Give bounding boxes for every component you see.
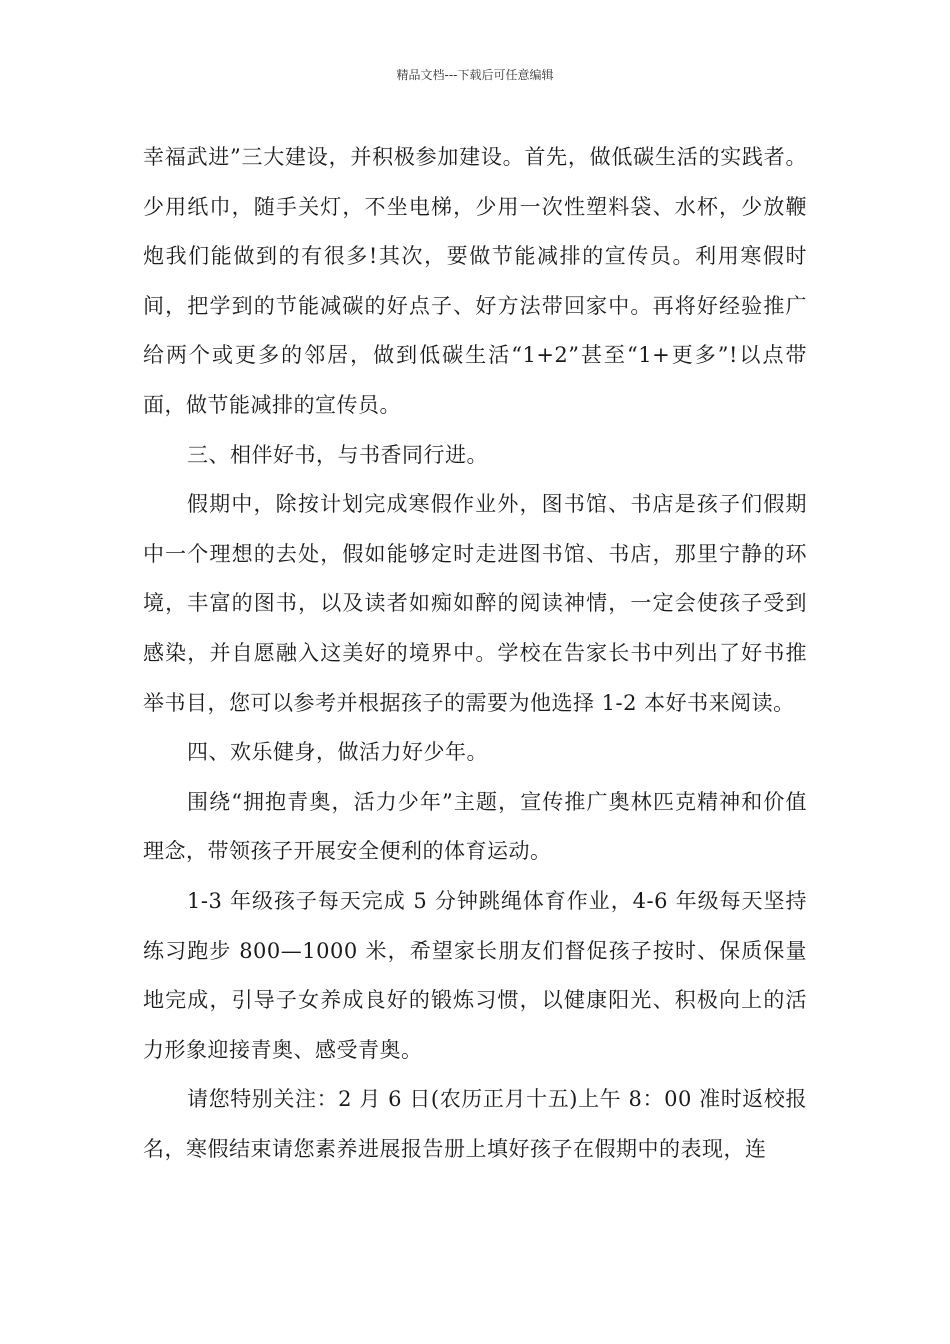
page-header: 精品文档---下载后可任意编辑	[396, 68, 554, 82]
paragraph-notice: 请您特别关注：2 月 6 日(农历正月十五)上午 8：00 准时返校报名，寒假结束请您素养进展报告册上填好孩子在假期中的表现，连	[143, 1087, 807, 1161]
paragraph-fitness-tasks: 1-3 年级孩子每天完成 5 分钟跳绳体育作业，4-6 年级每天坚持练习跑步 800—1000 米，希望家长朋友们督促孩子按时、保质保量地完成，引导子女养成良好的锻炼习惯，以健康阳光、积极向上的活力形象迎接青奥、感受青奥。	[143, 888, 807, 1062]
paragraph-continuation: 幸福武进”三大建设，并积极参加建设。首先，做低碳生活的实践者。少用纸巾，随手关灯，不坐电梯，少用一次性塑料袋、水杯，少放鞭炮我们能做到的有很多!其次，要做节能减排的宣传员。利用寒假时间，把学到的节能减碳的好点子、好方法带回家中。再将好经验推广给两个或更多的邻居，做到低碳生活“1+2”甚至“1+更多”!以点带面，做节能减排的宣传员。	[143, 145, 807, 417]
paragraph-fitness-theme: 围绕“拥抱青奥，活力少年”主题，宣传推广奥林匹克精神和价值理念，带领孩子开展安全便利的体育运动。	[143, 789, 807, 864]
section-heading-reading: 三、相伴好书，与书香同行进。	[187, 442, 488, 467]
document-body	[143, 133, 807, 1174]
paragraph-reading: 假期中，除按计划完成寒假作业外，图书馆、书店是孩子们假期中一个理想的去处，假如能够定时走进图书馆、书店，那里宁静的环境，丰富的图书，以及读者如痴如醉的阅读神情，一定会使孩子受到感染，并自愿融入这美好的境界中。学校在告家长书中列出了好书推举书目，您可以参考并根据孩子的需要为他选择 1-2 本好书来阅读。	[143, 492, 807, 715]
section-heading-fitness: 四、欢乐健身，做活力好少年。	[187, 740, 488, 765]
